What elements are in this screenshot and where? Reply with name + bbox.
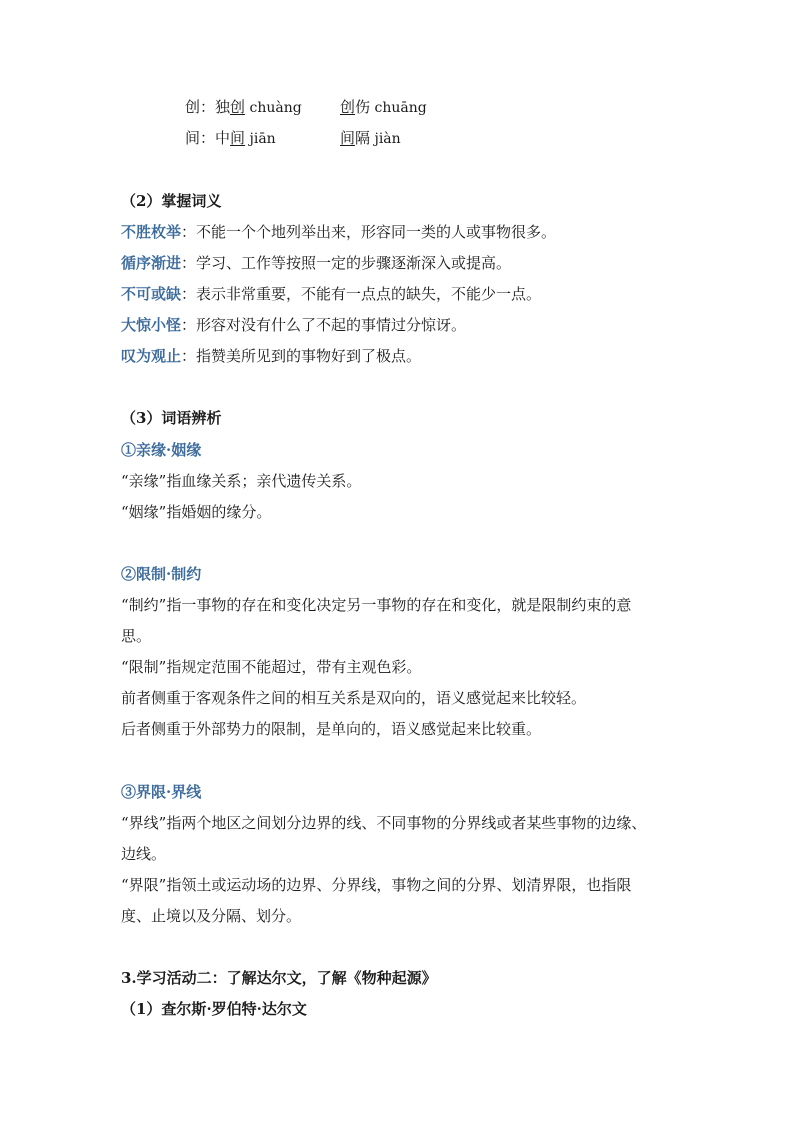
pron-underlined-char: 创 <box>340 98 356 116</box>
group-1-line-1: “亲缘”指血缘关系；亲代遗传关系。 <box>121 472 362 490</box>
pron-pinyin: jiān <box>245 131 276 147</box>
pron-word-part: 中 <box>215 129 231 147</box>
vocab-item-4 <box>121 315 466 335</box>
pron-pinyin: jiàn <box>370 131 401 147</box>
pron-pinyin: chuàng <box>245 100 302 116</box>
vocab-definition: ：学习、工作等按照一定的步骤逐渐深入或提高。 <box>181 254 512 272</box>
activity-heading: 3.学习活动二：了解达尔文，了解《物种起源》 <box>121 969 437 987</box>
pron-row-1-word2 <box>340 97 427 118</box>
pron-row-1-word1 <box>185 97 302 118</box>
pron-char: 创： <box>185 98 216 116</box>
vocab-definition: ：指赞美所见到的事物好到了极点。 <box>181 347 422 365</box>
vocab-definition: ：形容对没有什么了不起的事情过分惊讶。 <box>181 316 467 334</box>
vocab-item-5 <box>121 346 421 366</box>
vocab-definition: ：不能一个个地列举出来，形容同一类的人或事物很多。 <box>181 223 557 241</box>
group-3-title: ③界限·界线 <box>121 783 202 801</box>
group-3-line-2: 边线。 <box>121 845 167 863</box>
vocab-term: 不可或缺 <box>121 285 182 303</box>
group-1-title: ①亲缘·姻缘 <box>121 441 202 459</box>
vocab-term: 大惊小怪 <box>121 316 182 334</box>
pron-underlined-char: 间 <box>340 129 356 147</box>
activity-subheading: （1）查尔斯·罗伯特·达尔文 <box>121 1000 307 1018</box>
group-2-title: ②限制·制约 <box>121 565 202 583</box>
group-2-line-1: “制约”指一事物的存在和变化决定另一事物的存在和变化，就是限制约束的意 <box>121 596 632 614</box>
pron-word-part: 伤 <box>355 98 371 116</box>
pron-word-part: 独 <box>215 98 231 116</box>
group-2-line-4: 前者侧重于客观条件之间的相互关系是双向的，语义感觉起来比较轻。 <box>121 689 587 707</box>
group-2-line-5: 后者侧重于外部势力的限制，是单向的，语义感觉起来比较重。 <box>121 720 542 738</box>
pron-pinyin: chuāng <box>370 100 427 116</box>
pron-row-2-word2 <box>340 128 401 149</box>
vocab-term: 不胜枚举 <box>121 223 182 241</box>
vocab-item-2 <box>121 253 511 273</box>
section3-heading: （3）词语辨析 <box>121 409 222 427</box>
vocab-item-1 <box>121 222 556 242</box>
pron-underlined-char: 创 <box>230 98 246 116</box>
group-3-line-4: 度、止境以及分隔、划分。 <box>121 907 302 925</box>
vocab-definition: ：表示非常重要，不能有一点点的缺失，不能少一点。 <box>181 285 542 303</box>
vocab-term: 叹为观止 <box>121 347 182 365</box>
vocab-term: 循序渐进 <box>121 254 182 272</box>
group-3-line-1: “界线”指两个地区之间划分边界的线、不同事物的分界线或者某些事物的边缘、 <box>121 814 647 832</box>
group-2-line-2: 思。 <box>121 627 152 645</box>
group-3-line-3: “界限”指领土或运动场的边界、分界线，事物之间的分界、划清界限，也指限 <box>121 876 632 894</box>
pron-word-part: 隔 <box>355 129 371 147</box>
group-1-line-2: “姻缘”指婚姻的缘分。 <box>121 503 272 521</box>
pron-underlined-char: 间 <box>230 129 246 147</box>
vocab-item-3 <box>121 284 541 304</box>
section2-heading: （2）掌握词义 <box>121 192 222 210</box>
group-2-line-3: “限制”指规定范围不能超过，带有主观色彩。 <box>121 658 422 676</box>
pron-char: 间： <box>185 129 216 147</box>
pron-row-2-word1 <box>185 128 276 149</box>
